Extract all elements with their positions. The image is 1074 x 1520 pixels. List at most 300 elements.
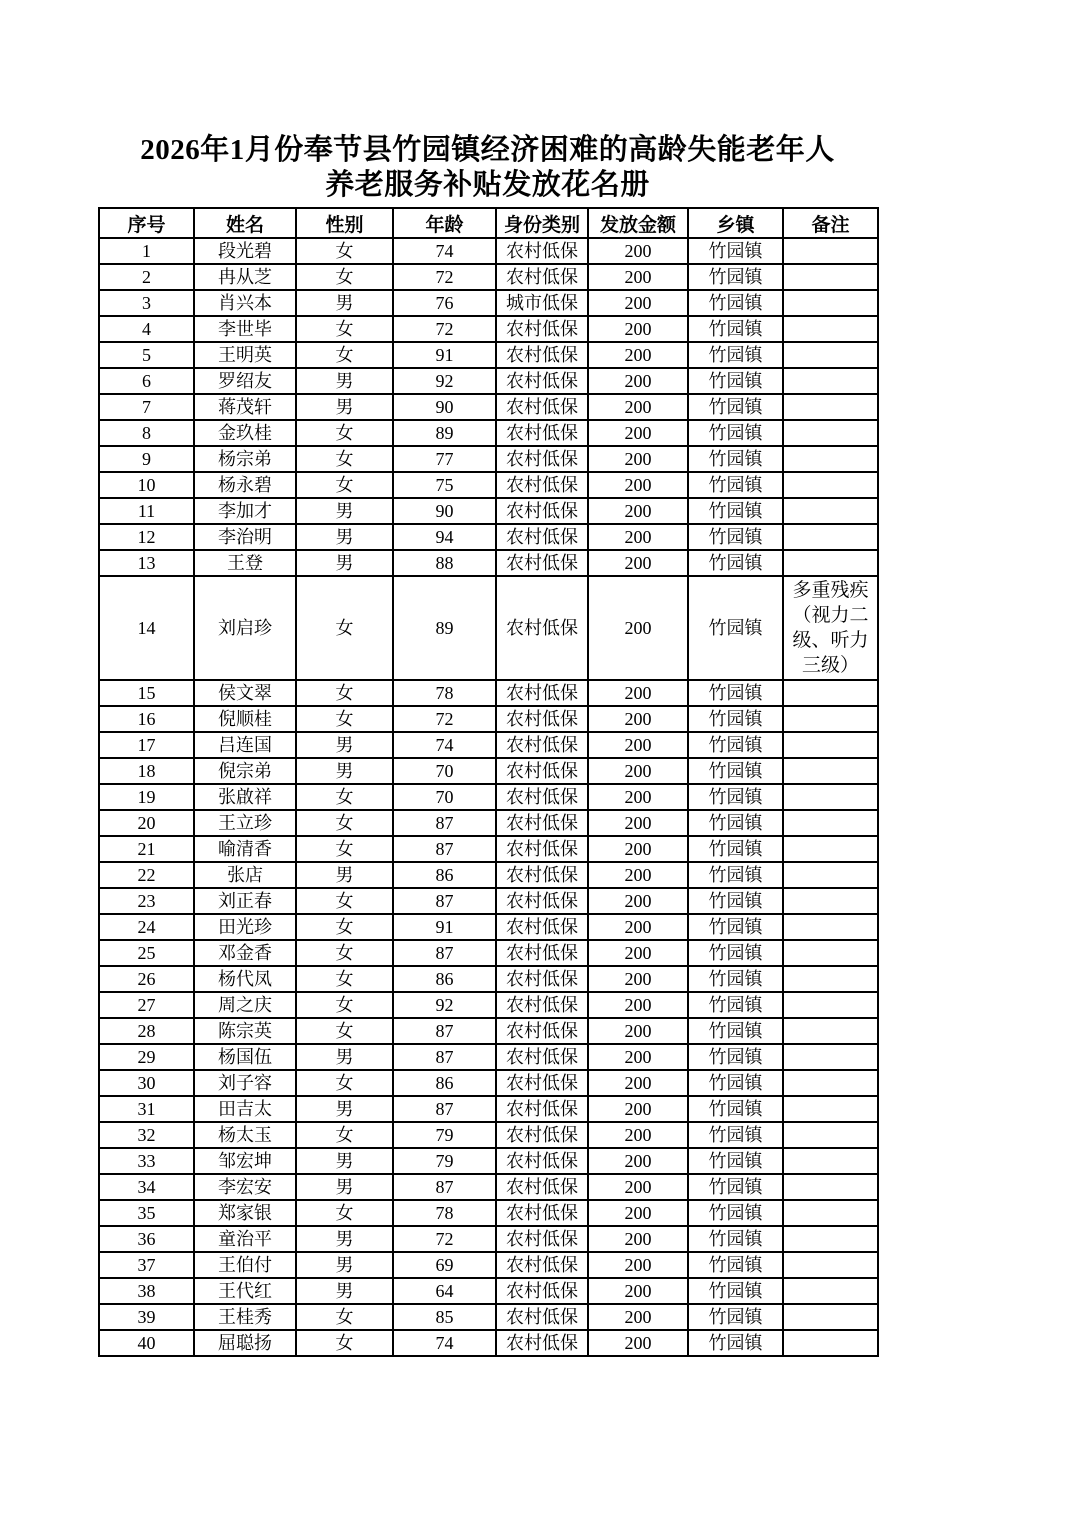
cell-name: 屈聪扬 (194, 1330, 296, 1356)
cell-name: 倪宗弟 (194, 758, 296, 784)
cell-gender: 女 (296, 472, 393, 498)
cell-town: 竹园镇 (688, 1122, 783, 1148)
cell-gender: 女 (296, 576, 393, 680)
cell-name: 郑家银 (194, 1200, 296, 1226)
cell-remark (783, 1018, 878, 1044)
cell-amount: 200 (588, 368, 688, 394)
cell-amount: 200 (588, 1200, 688, 1226)
cell-name: 杨国伍 (194, 1044, 296, 1070)
cell-town: 竹园镇 (688, 888, 783, 914)
cell-gender: 男 (296, 1096, 393, 1122)
cell-category: 农村低保 (496, 446, 588, 472)
cell-seq: 31 (99, 1096, 194, 1122)
cell-remark (783, 862, 878, 888)
cell-category: 农村低保 (496, 1148, 588, 1174)
table-row (99, 1122, 878, 1148)
table-row (99, 862, 878, 888)
cell-gender: 男 (296, 1148, 393, 1174)
cell-age: 78 (393, 1200, 496, 1226)
cell-remark (783, 550, 878, 576)
cell-amount: 200 (588, 992, 688, 1018)
cell-remark: 多重残疾（视力二级、听力三级） (783, 576, 878, 680)
cell-name: 冉从芝 (194, 264, 296, 290)
cell-gender: 女 (296, 706, 393, 732)
cell-category: 农村低保 (496, 758, 588, 784)
cell-town: 竹园镇 (688, 758, 783, 784)
cell-seq: 23 (99, 888, 194, 914)
cell-amount: 200 (588, 1018, 688, 1044)
cell-remark (783, 758, 878, 784)
cell-gender: 女 (296, 1070, 393, 1096)
cell-seq: 4 (99, 316, 194, 342)
cell-category: 农村低保 (496, 1330, 588, 1356)
cell-gender: 女 (296, 1122, 393, 1148)
cell-seq: 39 (99, 1304, 194, 1330)
cell-remark (783, 966, 878, 992)
cell-gender: 男 (296, 524, 393, 550)
cell-town: 竹园镇 (688, 940, 783, 966)
cell-town: 竹园镇 (688, 238, 783, 264)
cell-gender: 男 (296, 368, 393, 394)
cell-age: 64 (393, 1278, 496, 1304)
cell-town: 竹园镇 (688, 966, 783, 992)
cell-town: 竹园镇 (688, 1304, 783, 1330)
cell-town: 竹园镇 (688, 862, 783, 888)
cell-town: 竹园镇 (688, 810, 783, 836)
cell-category: 农村低保 (496, 888, 588, 914)
table-row (99, 914, 878, 940)
cell-amount: 200 (588, 732, 688, 758)
cell-age: 91 (393, 342, 496, 368)
cell-town: 竹园镇 (688, 680, 783, 706)
cell-seq: 34 (99, 1174, 194, 1200)
cell-age: 72 (393, 316, 496, 342)
cell-name: 王明英 (194, 342, 296, 368)
cell-remark (783, 368, 878, 394)
table-row (99, 888, 878, 914)
cell-remark (783, 1148, 878, 1174)
cell-town: 竹园镇 (688, 524, 783, 550)
cell-seq: 7 (99, 394, 194, 420)
cell-age: 69 (393, 1252, 496, 1278)
cell-category: 农村低保 (496, 420, 588, 446)
table-row (99, 810, 878, 836)
cell-gender: 女 (296, 264, 393, 290)
cell-category: 农村低保 (496, 1044, 588, 1070)
cell-name: 王桂秀 (194, 1304, 296, 1330)
table-row (99, 1096, 878, 1122)
table-row (99, 524, 878, 550)
cell-category: 城市低保 (496, 290, 588, 316)
cell-remark (783, 680, 878, 706)
cell-amount: 200 (588, 966, 688, 992)
table-row (99, 264, 878, 290)
cell-age: 74 (393, 238, 496, 264)
cell-seq: 5 (99, 342, 194, 368)
cell-town: 竹园镇 (688, 1018, 783, 1044)
cell-town: 竹园镇 (688, 368, 783, 394)
cell-name: 吕连国 (194, 732, 296, 758)
cell-seq: 12 (99, 524, 194, 550)
cell-seq: 3 (99, 290, 194, 316)
cell-seq: 10 (99, 472, 194, 498)
cell-category: 农村低保 (496, 498, 588, 524)
table-row (99, 784, 878, 810)
cell-remark (783, 290, 878, 316)
header-age: 年龄 (393, 208, 496, 238)
cell-age: 90 (393, 498, 496, 524)
cell-name: 刘正春 (194, 888, 296, 914)
cell-age: 72 (393, 264, 496, 290)
cell-gender: 男 (296, 758, 393, 784)
cell-town: 竹园镇 (688, 498, 783, 524)
cell-amount: 200 (588, 290, 688, 316)
cell-remark (783, 836, 878, 862)
table-row (99, 446, 878, 472)
cell-seq: 33 (99, 1148, 194, 1174)
cell-name: 喻清香 (194, 836, 296, 862)
table-row (99, 1044, 878, 1070)
cell-name: 李治明 (194, 524, 296, 550)
header-row (99, 208, 878, 238)
cell-gender: 女 (296, 446, 393, 472)
cell-category: 农村低保 (496, 238, 588, 264)
cell-remark (783, 1122, 878, 1148)
table-row (99, 238, 878, 264)
table-row (99, 550, 878, 576)
table-row (99, 472, 878, 498)
cell-gender: 女 (296, 888, 393, 914)
cell-seq: 2 (99, 264, 194, 290)
cell-category: 农村低保 (496, 316, 588, 342)
cell-town: 竹园镇 (688, 732, 783, 758)
cell-remark (783, 732, 878, 758)
cell-name: 王伯付 (194, 1252, 296, 1278)
roster-body (99, 238, 878, 1356)
cell-gender: 男 (296, 1044, 393, 1070)
cell-name: 杨宗弟 (194, 446, 296, 472)
cell-age: 70 (393, 758, 496, 784)
cell-category: 农村低保 (496, 1226, 588, 1252)
cell-seq: 13 (99, 550, 194, 576)
cell-seq: 29 (99, 1044, 194, 1070)
cell-amount: 200 (588, 836, 688, 862)
table-row (99, 680, 878, 706)
cell-age: 87 (393, 888, 496, 914)
cell-name: 李宏安 (194, 1174, 296, 1200)
cell-age: 87 (393, 1018, 496, 1044)
cell-seq: 20 (99, 810, 194, 836)
cell-town: 竹园镇 (688, 420, 783, 446)
cell-seq: 37 (99, 1252, 194, 1278)
cell-remark (783, 342, 878, 368)
header-seq: 序号 (99, 208, 194, 238)
cell-age: 79 (393, 1122, 496, 1148)
table-row (99, 290, 878, 316)
cell-amount: 200 (588, 550, 688, 576)
header-town: 乡镇 (688, 208, 783, 238)
cell-category: 农村低保 (496, 342, 588, 368)
cell-name: 张啟祥 (194, 784, 296, 810)
cell-category: 农村低保 (496, 1278, 588, 1304)
cell-age: 87 (393, 1174, 496, 1200)
cell-town: 竹园镇 (688, 914, 783, 940)
cell-remark (783, 810, 878, 836)
cell-gender: 男 (296, 1278, 393, 1304)
cell-town: 竹园镇 (688, 394, 783, 420)
cell-category: 农村低保 (496, 732, 588, 758)
cell-remark (783, 940, 878, 966)
cell-gender: 女 (296, 992, 393, 1018)
cell-town: 竹园镇 (688, 992, 783, 1018)
cell-category: 农村低保 (496, 966, 588, 992)
cell-age: 72 (393, 1226, 496, 1252)
cell-age: 87 (393, 836, 496, 862)
cell-age: 78 (393, 680, 496, 706)
cell-age: 86 (393, 1070, 496, 1096)
table-row (99, 1018, 878, 1044)
cell-category: 农村低保 (496, 394, 588, 420)
cell-remark (783, 498, 878, 524)
cell-amount: 200 (588, 888, 688, 914)
cell-town: 竹园镇 (688, 1096, 783, 1122)
cell-seq: 28 (99, 1018, 194, 1044)
cell-gender: 男 (296, 550, 393, 576)
cell-amount: 200 (588, 316, 688, 342)
cell-town: 竹园镇 (688, 342, 783, 368)
cell-age: 92 (393, 368, 496, 394)
cell-age: 91 (393, 914, 496, 940)
cell-town: 竹园镇 (688, 836, 783, 862)
cell-category: 农村低保 (496, 680, 588, 706)
cell-category: 农村低保 (496, 264, 588, 290)
table-row (99, 342, 878, 368)
cell-name: 杨代凤 (194, 966, 296, 992)
cell-age: 89 (393, 420, 496, 446)
cell-gender: 女 (296, 914, 393, 940)
cell-gender: 女 (296, 940, 393, 966)
cell-seq: 14 (99, 576, 194, 680)
cell-remark (783, 784, 878, 810)
table-row (99, 940, 878, 966)
cell-age: 85 (393, 1304, 496, 1330)
cell-seq: 19 (99, 784, 194, 810)
cell-category: 农村低保 (496, 862, 588, 888)
cell-remark (783, 238, 878, 264)
cell-seq: 1 (99, 238, 194, 264)
cell-remark (783, 1174, 878, 1200)
cell-category: 农村低保 (496, 1018, 588, 1044)
cell-seq: 36 (99, 1226, 194, 1252)
cell-seq: 6 (99, 368, 194, 394)
cell-town: 竹园镇 (688, 1200, 783, 1226)
cell-category: 农村低保 (496, 914, 588, 940)
cell-gender: 女 (296, 966, 393, 992)
cell-name: 刘启珍 (194, 576, 296, 680)
cell-seq: 11 (99, 498, 194, 524)
cell-name: 周之庆 (194, 992, 296, 1018)
cell-gender: 女 (296, 784, 393, 810)
cell-amount: 200 (588, 758, 688, 784)
cell-amount: 200 (588, 1226, 688, 1252)
title-line-2: 养老服务补贴发放花名册 (325, 169, 650, 201)
cell-gender: 女 (296, 1330, 393, 1356)
cell-seq: 30 (99, 1070, 194, 1096)
cell-name: 邹宏坤 (194, 1148, 296, 1174)
roster-table (98, 207, 879, 1357)
cell-amount: 200 (588, 238, 688, 264)
cell-remark (783, 524, 878, 550)
cell-category: 农村低保 (496, 836, 588, 862)
cell-name: 蒋茂轩 (194, 394, 296, 420)
cell-town: 竹园镇 (688, 1148, 783, 1174)
cell-amount: 200 (588, 680, 688, 706)
table-row (99, 1174, 878, 1200)
cell-remark (783, 1070, 878, 1096)
cell-remark (783, 1200, 878, 1226)
cell-name: 侯文翠 (194, 680, 296, 706)
cell-gender: 女 (296, 1018, 393, 1044)
cell-amount: 200 (588, 1070, 688, 1096)
cell-name: 罗绍友 (194, 368, 296, 394)
cell-seq: 32 (99, 1122, 194, 1148)
cell-gender: 女 (296, 342, 393, 368)
cell-category: 农村低保 (496, 940, 588, 966)
cell-name: 倪顺桂 (194, 706, 296, 732)
cell-age: 89 (393, 576, 496, 680)
cell-age: 70 (393, 784, 496, 810)
cell-age: 86 (393, 966, 496, 992)
table-row (99, 758, 878, 784)
cell-town: 竹园镇 (688, 1070, 783, 1096)
cell-town: 竹园镇 (688, 576, 783, 680)
header-amount: 发放金额 (588, 208, 688, 238)
cell-amount: 200 (588, 810, 688, 836)
cell-category: 农村低保 (496, 1070, 588, 1096)
cell-town: 竹园镇 (688, 1044, 783, 1070)
cell-gender: 男 (296, 862, 393, 888)
table-row (99, 732, 878, 758)
cell-seq: 18 (99, 758, 194, 784)
cell-age: 87 (393, 1044, 496, 1070)
cell-amount: 200 (588, 446, 688, 472)
cell-seq: 9 (99, 446, 194, 472)
cell-seq: 38 (99, 1278, 194, 1304)
cell-category: 农村低保 (496, 1122, 588, 1148)
cell-amount: 200 (588, 524, 688, 550)
header-remark: 备注 (783, 208, 878, 238)
cell-category: 农村低保 (496, 524, 588, 550)
cell-amount: 200 (588, 420, 688, 446)
cell-age: 88 (393, 550, 496, 576)
cell-seq: 27 (99, 992, 194, 1018)
table-row (99, 576, 878, 680)
cell-category: 农村低保 (496, 368, 588, 394)
cell-amount: 200 (588, 1044, 688, 1070)
table-row (99, 394, 878, 420)
cell-age: 77 (393, 446, 496, 472)
table-row (99, 420, 878, 446)
cell-age: 92 (393, 992, 496, 1018)
cell-remark (783, 1044, 878, 1070)
cell-gender: 男 (296, 498, 393, 524)
cell-remark (783, 992, 878, 1018)
table-row (99, 992, 878, 1018)
cell-age: 74 (393, 732, 496, 758)
cell-category: 农村低保 (496, 1174, 588, 1200)
cell-amount: 200 (588, 1122, 688, 1148)
table-row (99, 368, 878, 394)
cell-amount: 200 (588, 784, 688, 810)
cell-name: 童治平 (194, 1226, 296, 1252)
cell-remark (783, 1330, 878, 1356)
cell-town: 竹园镇 (688, 264, 783, 290)
cell-age: 76 (393, 290, 496, 316)
cell-seq: 40 (99, 1330, 194, 1356)
cell-remark (783, 394, 878, 420)
cell-remark (783, 1252, 878, 1278)
table-row (99, 1304, 878, 1330)
cell-amount: 200 (588, 940, 688, 966)
cell-seq: 17 (99, 732, 194, 758)
cell-category: 农村低保 (496, 1304, 588, 1330)
cell-remark (783, 1096, 878, 1122)
cell-town: 竹园镇 (688, 706, 783, 732)
cell-age: 74 (393, 1330, 496, 1356)
cell-gender: 男 (296, 732, 393, 758)
cell-age: 87 (393, 940, 496, 966)
cell-amount: 200 (588, 264, 688, 290)
cell-seq: 21 (99, 836, 194, 862)
cell-gender: 男 (296, 1252, 393, 1278)
cell-gender: 女 (296, 1304, 393, 1330)
cell-town: 竹园镇 (688, 316, 783, 342)
cell-name: 田吉太 (194, 1096, 296, 1122)
cell-name: 肖兴本 (194, 290, 296, 316)
cell-seq: 35 (99, 1200, 194, 1226)
cell-gender: 女 (296, 680, 393, 706)
cell-seq: 26 (99, 966, 194, 992)
cell-category: 农村低保 (496, 810, 588, 836)
title-line-1: 2026年1月份奉节县竹园镇经济困难的高龄失能老年人 (140, 134, 835, 166)
cell-remark (783, 420, 878, 446)
cell-name: 陈宗英 (194, 1018, 296, 1044)
table-row (99, 966, 878, 992)
cell-remark (783, 1304, 878, 1330)
cell-amount: 200 (588, 1330, 688, 1356)
cell-gender: 男 (296, 290, 393, 316)
cell-name: 田光珍 (194, 914, 296, 940)
cell-amount: 200 (588, 342, 688, 368)
document-title (98, 133, 877, 203)
cell-name: 李世毕 (194, 316, 296, 342)
cell-age: 90 (393, 394, 496, 420)
cell-age: 79 (393, 1148, 496, 1174)
cell-remark (783, 472, 878, 498)
cell-remark (783, 446, 878, 472)
cell-gender: 女 (296, 810, 393, 836)
cell-remark (783, 914, 878, 940)
table-row (99, 1252, 878, 1278)
table-row (99, 1226, 878, 1252)
header-gender: 性别 (296, 208, 393, 238)
cell-remark (783, 1226, 878, 1252)
table-row (99, 316, 878, 342)
cell-remark (783, 1278, 878, 1304)
cell-category: 农村低保 (496, 550, 588, 576)
cell-gender: 男 (296, 394, 393, 420)
cell-category: 农村低保 (496, 576, 588, 680)
